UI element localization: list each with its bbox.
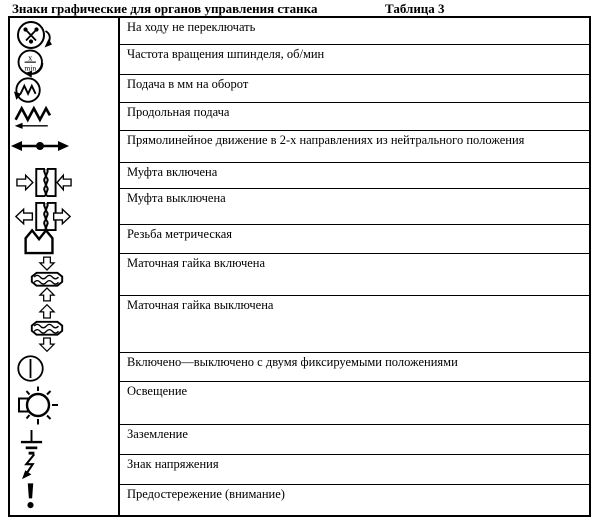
row-label: Заземление xyxy=(127,427,188,441)
row-label: Освещение xyxy=(127,384,188,398)
on-off-two-positions-icon xyxy=(16,354,45,383)
table-row xyxy=(120,130,589,162)
spindle-speed-icon xyxy=(16,49,52,79)
table-row xyxy=(120,74,589,102)
table-row xyxy=(120,162,589,188)
spindle-speed-denominator-text: min xyxy=(24,63,37,73)
row-label: Предостережение (внимание) xyxy=(127,487,285,501)
voltage-sign-icon xyxy=(20,453,39,481)
row-label: Знак напряжения xyxy=(127,457,219,471)
table-number-label: Таблица 3 xyxy=(385,1,445,16)
page-title: Знаки графические для органов управления станка xyxy=(12,1,318,16)
table-row xyxy=(120,484,589,515)
row-label: Муфта включена xyxy=(127,165,218,179)
lead-nut-engaged-icon xyxy=(28,256,66,302)
descriptions-column xyxy=(120,18,589,515)
row-label: Продольная подача xyxy=(127,105,230,119)
longitudinal-feed-icon xyxy=(13,104,53,132)
feed-per-revolution-icon xyxy=(13,76,45,106)
metric-thread-icon xyxy=(21,227,58,255)
do-not-switch-while-running-icon xyxy=(16,19,58,51)
table-row xyxy=(120,352,589,381)
two-direction-movement-icon xyxy=(11,139,69,153)
table-row xyxy=(120,188,589,224)
table-row xyxy=(120,44,589,74)
row-label: Резьба метрическая xyxy=(127,227,233,241)
signs-table xyxy=(8,16,591,517)
table-row xyxy=(120,381,589,424)
table-row xyxy=(120,253,589,295)
table-row xyxy=(120,18,589,44)
row-label: Муфта выключена xyxy=(127,191,226,205)
row-label: Частота вращения шпинделя, об/мин xyxy=(127,47,325,61)
row-label: На ходу не переключать xyxy=(127,20,256,34)
table-row xyxy=(120,224,589,253)
table-row xyxy=(120,454,589,484)
lead-nut-disengaged-icon xyxy=(28,304,66,352)
warning-icon xyxy=(24,482,37,511)
row-label: Прямолинейное движение в 2-х направлениях из нейтрального положения xyxy=(127,133,525,147)
spindle-speed-numerator-text: x xyxy=(28,52,33,63)
row-label: Маточная гайка выключена xyxy=(127,298,274,312)
row-label: Маточная гайка включена xyxy=(127,256,266,270)
table-row xyxy=(120,102,589,130)
table-row xyxy=(120,295,589,352)
lighting-icon xyxy=(12,385,60,427)
clutch-engaged-icon xyxy=(15,166,73,199)
row-label: Включено—выключено с двумя фиксируемыми положениями xyxy=(127,355,458,369)
table-row xyxy=(120,424,589,454)
icons-column xyxy=(10,18,120,515)
row-label: Подача в мм на оборот xyxy=(127,77,249,91)
